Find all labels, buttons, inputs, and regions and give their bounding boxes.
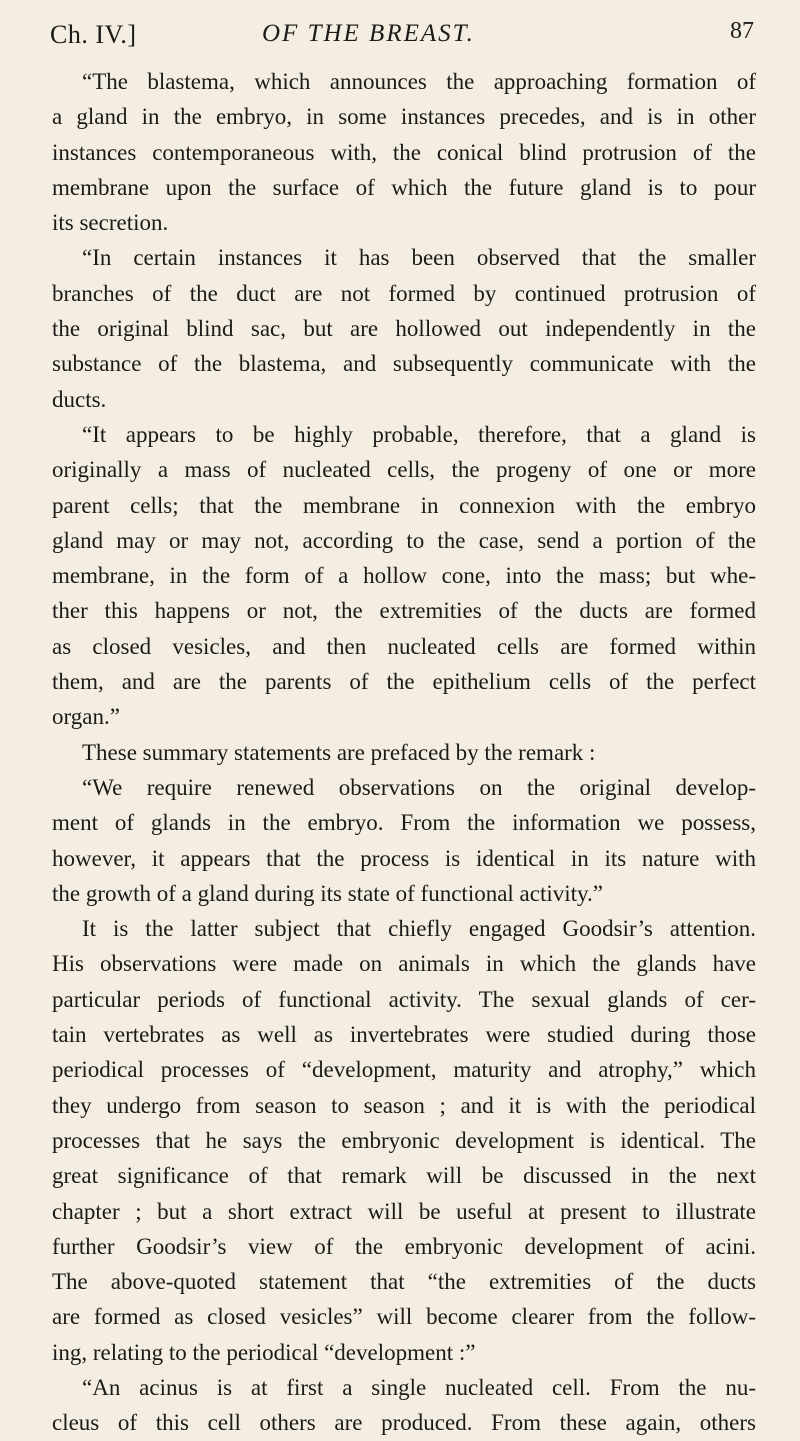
text-line: the original blind sac, but are hollowed out independently in the xyxy=(52,316,756,342)
chapter-label: Ch. IV.] xyxy=(50,20,137,49)
text-line: ing, relating to the periodical “development :” xyxy=(52,1339,476,1365)
text-line: instances contemporaneous with, the conical blind protrusion of the xyxy=(52,139,756,165)
text-line: they undergo from season to season ; and it is with the periodical xyxy=(52,1092,756,1118)
text-line: originally a mass of nucleated cells, the progeny of one or more xyxy=(52,457,756,483)
text-line: cleus of this cell others are produced. From these again, others xyxy=(52,1410,756,1436)
text-line: branches of the duct are not formed by continued protrusion of xyxy=(52,280,756,306)
text-line: great significance of that remark will be discussed in the next xyxy=(52,1163,756,1189)
text-line: parent cells; that the membrane in connexion with the embryo xyxy=(52,492,756,518)
text-line: however, it appears that the process is identical in its nature with xyxy=(52,845,756,871)
text-line: His observations were made on animals in which the glands have xyxy=(52,951,756,977)
text-line: “An acinus is at first a single nucleated cell. From the nu- xyxy=(82,1374,756,1400)
text-line: further Goodsir’s view of the embryonic development of acini. xyxy=(52,1233,756,1259)
text-line: as closed vesicles, and then nucleated cells are formed within xyxy=(52,633,756,659)
running-title: OF THE BREAST. xyxy=(262,20,475,47)
text-line: chapter ; but a short extract will be useful at present to illustrate xyxy=(52,1198,756,1224)
text-line: a gland in the embryo, in some instances precedes, and is in other xyxy=(52,104,756,130)
text-line: substance of the blastema, and subsequently communicate with the xyxy=(52,351,756,377)
text-line: organ.” xyxy=(52,704,120,730)
running-header xyxy=(50,14,754,54)
page-number: 87 xyxy=(730,18,754,44)
text-line: “It appears to be highly probable, therefore, that a gland is xyxy=(82,421,756,447)
text-line: ment of glands in the embryo. From the information we possess, xyxy=(52,810,756,836)
text-line: ther this happens or not, the extremities of the ducts are formed xyxy=(52,598,756,624)
text-line: “The blastema, which announces the approaching formation of xyxy=(82,69,756,94)
text-line: ducts. xyxy=(52,386,107,412)
body-text xyxy=(52,64,756,1441)
text-line: tain vertebrates as well as invertebrates were studied during those xyxy=(52,1022,756,1048)
text-line: periodical processes of “development, maturity and atrophy,” which xyxy=(52,1057,756,1083)
text-line: membrane upon the surface of which the future gland is to pour xyxy=(52,174,756,200)
text-line: processes that he says the embryonic development is identical. The xyxy=(52,1127,756,1153)
text-line: the growth of a gland during its state of functional activity.” xyxy=(52,880,604,906)
text-line: are formed as closed vesicles” will become clearer from the follow- xyxy=(52,1304,756,1330)
text-line: These summary statements are prefaced by the remark : xyxy=(82,739,596,765)
text-line: “We require renewed observations on the original develop- xyxy=(82,774,756,800)
text-line: its secretion. xyxy=(52,210,169,236)
text-line: membrane, in the form of a hollow cone, into the mass; but whe- xyxy=(52,563,756,589)
text-line: The above-quoted statement that “the extremities of the ducts xyxy=(52,1269,756,1295)
text-line: particular periods of functional activity. The sexual glands of cer- xyxy=(52,986,756,1012)
text-line: them, and are the parents of the epithelium cells of the perfect xyxy=(52,669,756,695)
text-line: It is the latter subject that chiefly engaged Goodsir’s attention. xyxy=(82,916,756,942)
text-line: gland may or may not, according to the case, send a portion of the xyxy=(52,527,756,553)
text-line: “In certain instances it has been observed that the smaller xyxy=(82,245,756,271)
